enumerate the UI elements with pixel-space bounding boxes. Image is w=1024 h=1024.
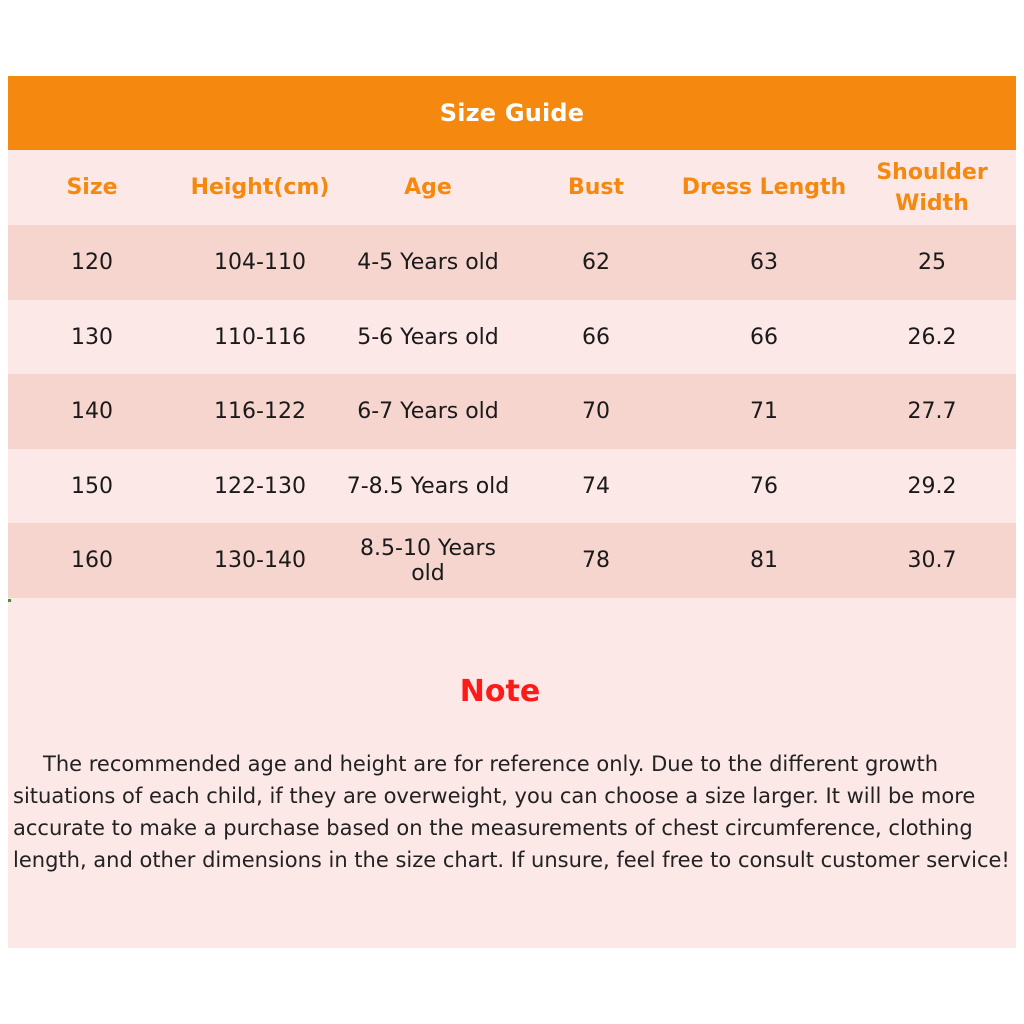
table-row: [8, 449, 1016, 524]
cell-bust: 74: [582, 474, 610, 499]
cell-dress-length: 81: [750, 548, 778, 573]
cell-shoulder-width: 26.2: [907, 325, 957, 350]
cell-shoulder-width: 27.7: [907, 399, 957, 424]
cell-bust: 78: [582, 548, 610, 573]
note-title: Note: [459, 674, 541, 709]
cell-dress-length: 66: [750, 325, 778, 350]
cell-height: 130-140: [214, 548, 306, 573]
column-header-bust: Bust: [567, 175, 625, 200]
table-row: [8, 374, 1016, 449]
cell-bust: 66: [582, 325, 610, 350]
note-text: The recommended age and height are for reference only. Due to the different growth situations of each child, if they are overweight, you can choose a size larger. It will be more accurate to make a purchase based on the measurements of chest circumference, clothing length, and other dimensions in the size chart. If unsure, feel free to consult customer service!: [13, 752, 1010, 872]
table-row: [8, 225, 1016, 300]
cell-dress-length: 76: [750, 474, 778, 499]
cell-size: 120: [71, 250, 113, 275]
table-header-row: [8, 150, 1016, 225]
size-guide-title: Size Guide: [8, 76, 1016, 150]
size-guide-card: [8, 76, 1016, 948]
column-header-height: Height(cm): [190, 175, 330, 200]
corner-mark: [8, 599, 11, 602]
cell-height: 122-130: [214, 474, 306, 499]
column-header-shoulder-width: Shoulder Width: [876, 159, 988, 216]
cell-dress-length: 71: [750, 399, 778, 424]
cell-height: 104-110: [214, 250, 306, 275]
cell-shoulder-width: 25: [918, 250, 946, 275]
cell-age: 8.5-10 Years old: [360, 535, 496, 586]
column-header-dress-length: Dress Length: [681, 175, 847, 200]
cell-height: 110-116: [214, 325, 306, 350]
column-header-age: Age: [404, 175, 452, 200]
cell-age: 5-6 Years old: [357, 325, 499, 350]
cell-age: 7-8.5 Years old: [346, 474, 510, 499]
cell-size: 130: [71, 325, 113, 350]
cell-bust: 62: [582, 250, 610, 275]
cell-dress-length: 63: [750, 250, 778, 275]
column-header-size: Size: [66, 175, 118, 200]
cell-height: 116-122: [214, 399, 306, 424]
cell-age: 6-7 Years old: [357, 399, 499, 424]
cell-shoulder-width: 30.7: [907, 548, 957, 573]
cell-size: 140: [71, 399, 113, 424]
cell-shoulder-width: 29.2: [907, 474, 957, 499]
table-row: [8, 300, 1016, 375]
cell-size: 160: [71, 548, 113, 573]
table-row: [8, 523, 1016, 598]
cell-size: 150: [71, 474, 113, 499]
cell-age: 4-5 Years old: [357, 250, 499, 275]
cell-bust: 70: [582, 399, 610, 424]
